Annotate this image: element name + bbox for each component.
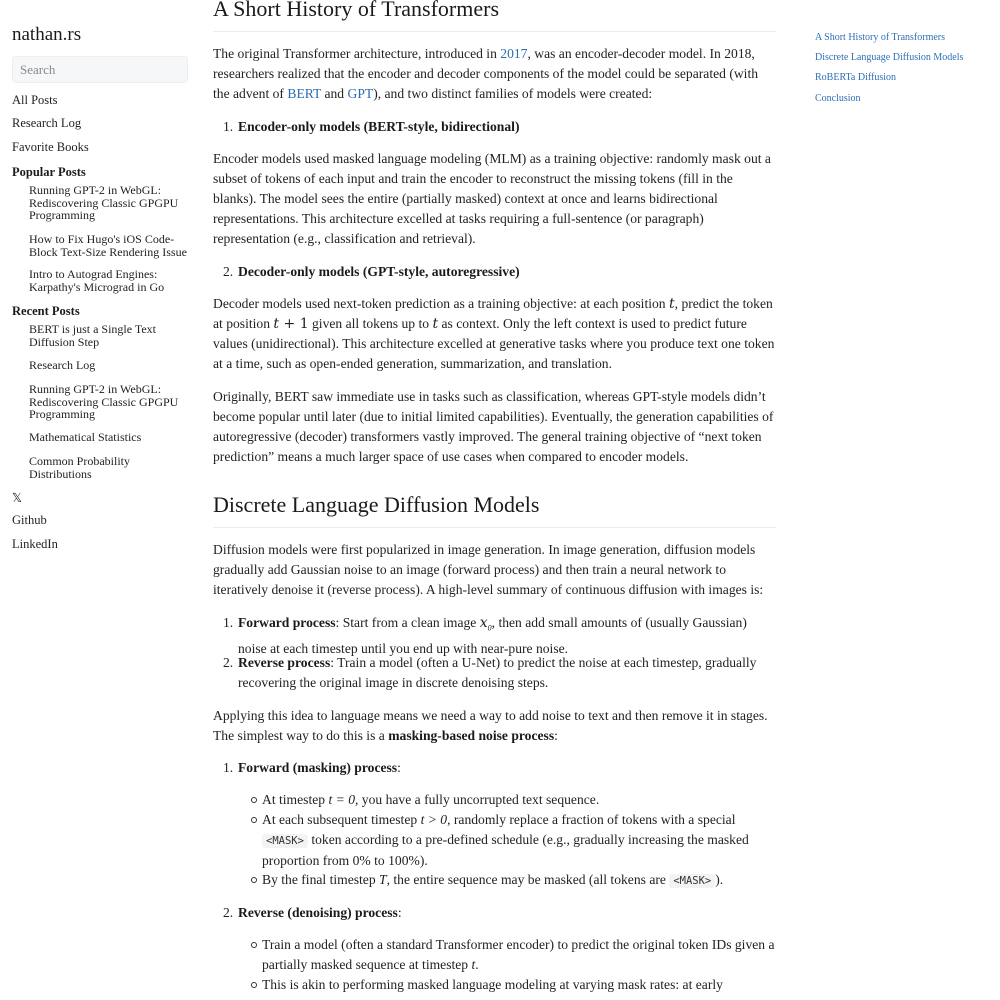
popular-post-link[interactable]: Running GPT-2 in WebGL: Rediscovering Classic GPGPU Programming xyxy=(29,183,179,222)
recent-post-link[interactable]: Running GPT-2 in WebGL: Rediscovering Classic GPGPU Programming xyxy=(29,382,179,421)
recent-post-link[interactable]: Common Probability Distributions xyxy=(29,454,131,481)
encoder-paragraph: Encoder models used masked language modeling (MLM) as a training objective: randomly mask out a subset of tokens of each input and train the encoder to reconstruct the missing tokens (fill in the blanks). The model sees the entire (partially masked) context at once and learns bidirectional representations. This architecture excelled at tasks requiring a full-sentence (or paragraph) representation (e.g., classification and retrieval). xyxy=(213,151,771,247)
toc-link-short-history[interactable]: A Short History of Transformers xyxy=(815,32,946,43)
site-title[interactable]: nathan.rs xyxy=(12,24,82,45)
recent-post-link[interactable]: Research Log xyxy=(29,358,96,372)
recent-post-link[interactable]: BERT is just a Single Text Diffusion Step xyxy=(29,322,157,349)
diffusion-intro-paragraph: Diffusion models were first popularized in image generation. In image generation, diffusion models gradually add Gaussian noise to an image (forward process) and then train a neural network to iteratively denoise it (reverse process). A high-level summary of continuous diffusion with images is: xyxy=(213,542,764,598)
nav-research-log[interactable]: Research Log xyxy=(12,116,82,130)
popular-post-link[interactable]: How to Fix Hugo's iOS Code-Block Text-Size Rendering Issue xyxy=(29,232,187,259)
table-of-contents xyxy=(815,28,963,109)
popular-post-link[interactable]: Intro to Autograd Engines: Karpathy's Micrograd in Go xyxy=(29,267,165,294)
bullet-icon xyxy=(251,982,257,988)
decoder-paragraph: Decoder models used next-token prediction as a training objective: at each position t, predict the token at position t + 1 given all tokens up to t as context. Only the left context is used to predict future values (unidirectional). This architecture excelled at generative tasks where you produce text one token at a time, such as open-ended generation, summarization, and translation. xyxy=(213,296,775,372)
popular-posts-heading: Popular Posts xyxy=(12,165,86,179)
search-input[interactable] xyxy=(12,56,188,83)
github-link[interactable]: Github xyxy=(12,513,47,527)
recent-post-link[interactable]: Mathematical Statistics xyxy=(29,430,142,444)
toc-link-discrete-diffusion[interactable]: Discrete Language Diffusion Models xyxy=(815,52,964,64)
toc-link-roberta-diffusion[interactable]: RoBERTa Diffusion xyxy=(815,72,897,84)
mask-token-code: <MASK> xyxy=(262,834,308,848)
recent-posts-heading: Recent Posts xyxy=(12,304,80,318)
link-gpt[interactable]: GPT xyxy=(347,86,374,102)
x-icon[interactable]: 𝕏 xyxy=(12,491,23,505)
section-heading-discrete-diffusion: Discrete Language Diffusion Models xyxy=(213,492,540,517)
heading-divider xyxy=(213,31,776,32)
bullet-icon xyxy=(251,797,257,803)
nav-all-posts[interactable]: All Posts xyxy=(12,93,58,107)
closing-paragraph: Originally, BERT saw immediate use in tasks such as classification, whereas GPT-style models didn’t become popular until later (due to initial limited capabilities). Eventually, the generation capabilities of autoregressive (decoder) transformers vastly improved. The general training objective of “next token prediction” means a much larger space of use cases when compared to encoder models. xyxy=(213,389,774,465)
intro-paragraph: The original Transformer architecture, introduced in 2017, was an encoder-decoder model. In 2018, researchers realized that the encoder and decoder components of the model could be separated (with the advent of BERT and GPT), and two distinct families of models were created: xyxy=(213,46,759,102)
bullet-icon xyxy=(251,877,257,883)
applying-paragraph: Applying this idea to language means we need a way to add noise to text and then remove it in stages. The simplest way to do this is a masking-based noise process: xyxy=(213,708,768,744)
bullet-icon xyxy=(251,817,257,823)
mask-token-code: <MASK> xyxy=(669,874,715,888)
toc-link-conclusion[interactable]: Conclusion xyxy=(815,92,861,104)
nav-favorite-books[interactable]: Favorite Books xyxy=(12,140,89,154)
linkedin-link[interactable]: LinkedIn xyxy=(12,537,58,551)
heading-divider xyxy=(213,527,776,528)
section-heading-short-history: A Short History of Transformers xyxy=(213,0,500,21)
bullet-icon xyxy=(251,942,257,948)
link-2017[interactable]: 2017 xyxy=(500,46,528,61)
link-bert[interactable]: BERT xyxy=(287,86,322,102)
